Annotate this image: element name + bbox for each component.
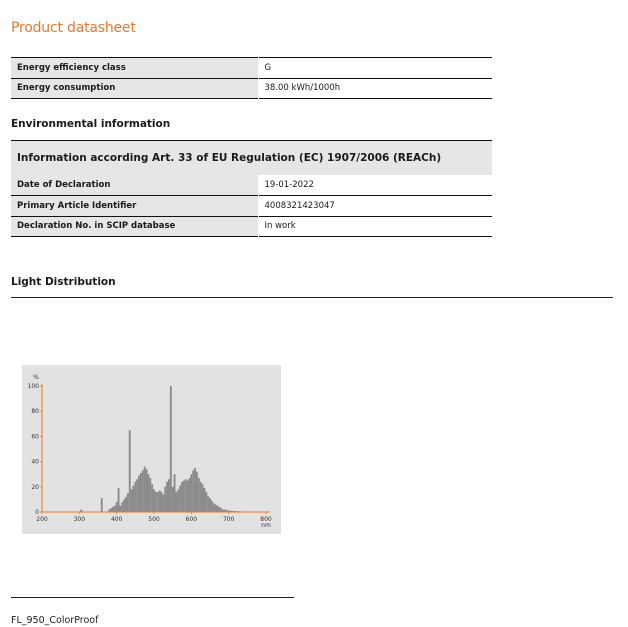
spectrum-bar [149, 478, 151, 512]
table-row [11, 216, 492, 237]
spectrum-bar [138, 475, 140, 512]
table-row [11, 196, 492, 217]
spectrum-bar [203, 488, 205, 512]
spectrum-bar [125, 497, 127, 512]
scip-declaration-value: In work [258, 216, 492, 237]
spectrum-bar [194, 468, 196, 512]
spectrum-bar [207, 496, 209, 512]
spectrum-bar [146, 469, 148, 512]
spectrum-bar [144, 467, 146, 512]
spectrum-bar [164, 487, 166, 512]
spectrum-bar [147, 474, 149, 512]
article-identifier-label: Primary Article Identifier [11, 196, 258, 217]
x-tick-label: 400 [110, 516, 123, 523]
x-tick-label: 700 [222, 516, 235, 523]
y-tick-label: 20 [31, 483, 39, 491]
spectrum-bar [123, 499, 125, 512]
energy-consumption-value: 38.00 kWh/1000h [258, 78, 492, 99]
declaration-date-value: 19-01-2022 [258, 175, 492, 196]
declaration-date-label: Date of Declaration [11, 175, 258, 196]
spectrum-bar [161, 492, 163, 512]
x-axis-unit-label: nm [261, 522, 271, 529]
spectrum-bar [133, 486, 135, 512]
spectrum-bar [189, 478, 191, 512]
x-tick-label: 300 [73, 516, 86, 523]
energy-class-value: G [258, 58, 492, 79]
spectrum-bar [127, 493, 129, 512]
spectrum-bar [202, 484, 204, 512]
spectrum-bar [181, 482, 183, 512]
section-divider [11, 297, 613, 298]
spectrum-bar [155, 492, 157, 512]
spectrum-bar [159, 491, 161, 512]
spectrum-svg [22, 365, 281, 534]
spectrum-bar [198, 478, 200, 512]
y-axis-unit-label: % [33, 374, 39, 381]
article-identifier-value: 4008321423047 [258, 196, 492, 217]
spectrum-bar [177, 489, 179, 512]
spectrum-bar [179, 486, 181, 512]
spectrum-bar [118, 488, 120, 512]
spectrum-bar [220, 508, 222, 512]
spectrum-bar [183, 481, 185, 513]
spectrum-bar [131, 489, 133, 512]
spectrum-bar [200, 482, 202, 512]
spectrum-bar [134, 482, 136, 512]
footer-divider [11, 597, 294, 598]
spectrum-bar [187, 481, 189, 513]
table-row [11, 175, 492, 196]
spectrum-bar [190, 474, 192, 512]
spectrum-bar [192, 470, 194, 512]
spectrum-bar [121, 502, 123, 512]
y-tick-label: 40 [31, 458, 39, 466]
spectrum-bar [217, 506, 219, 512]
spectrum-bar [213, 503, 215, 512]
energy-table [11, 57, 492, 99]
light-distribution-heading: Light Distribution [11, 276, 116, 288]
y-tick-label: 80 [31, 408, 39, 416]
spectrum-bar [174, 474, 176, 512]
spectrum-bar [196, 472, 198, 512]
environmental-heading: Environmental information [11, 118, 171, 130]
spectrum-bar [185, 479, 187, 512]
spectrum-bar [162, 494, 164, 512]
spectrum-bar [153, 489, 155, 512]
y-tick-label: 0 [35, 509, 39, 516]
spectrum-bar [140, 473, 142, 512]
spectrum-bar [168, 479, 170, 512]
spectrum-bar [114, 506, 116, 512]
spectrum-bar [142, 470, 144, 512]
page-title: Product datasheet [11, 20, 136, 36]
table-row [11, 78, 492, 99]
spectrum-bar [175, 492, 177, 512]
energy-consumption-label: Energy consumption [11, 78, 258, 99]
spectrum-bar [205, 492, 207, 512]
spectrum-bar [136, 479, 138, 512]
spectrum-bar [110, 508, 112, 512]
spectrum-bar [215, 504, 217, 512]
spectrum-bar [157, 492, 159, 512]
spectrum-bar [209, 498, 211, 512]
scip-declaration-label: Declaration No. in SCIP database [11, 216, 258, 237]
reach-table [11, 175, 492, 237]
spectrum-bar [151, 484, 153, 512]
y-tick-label: 100 [27, 383, 39, 390]
energy-class-label: Energy efficiency class [11, 58, 258, 79]
spectrum-bar [116, 502, 118, 512]
spectral-distribution-chart [22, 365, 281, 534]
spectrum-bar [166, 482, 168, 512]
x-tick-label: 800 [260, 516, 272, 523]
spectrum-bar [172, 487, 174, 512]
x-tick-label: 200 [36, 516, 48, 523]
y-tick-label: 60 [31, 433, 39, 441]
table-row [11, 58, 492, 79]
spectrum-bar [112, 507, 114, 512]
spectrum-bar [211, 501, 213, 512]
spectrum-bar [218, 507, 220, 512]
x-tick-label: 600 [185, 516, 198, 523]
product-name: FL_950_ColorProof [11, 615, 99, 626]
spectrum-bar [170, 386, 172, 512]
spectrum-bar [129, 430, 131, 512]
spectrum-bar [101, 498, 103, 512]
x-tick-label: 500 [148, 516, 160, 523]
spectrum-bar [119, 506, 121, 512]
reach-heading: Information according Art. 33 of EU Regulation (EC) 1907/2006 (REACh) [11, 140, 492, 176]
